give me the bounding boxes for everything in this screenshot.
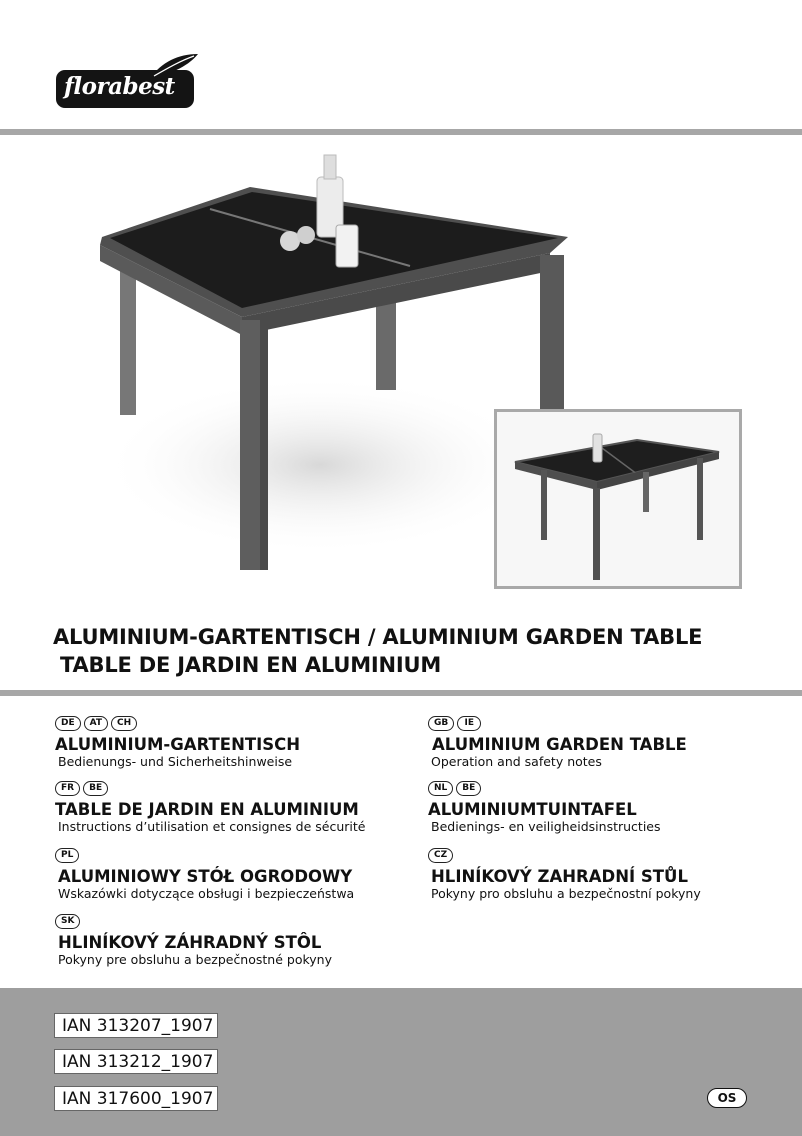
country-badges [428,716,687,731]
main-title-line1: ALUMINIUM-GARTENTISCH / ALUMINIUM GARDEN TABLE [53,625,703,649]
badge-ie: IE [457,716,481,731]
badge-pl: PL [55,848,79,863]
main-title-line2: TABLE DE JARDIN EN ALUMINIUM [60,653,442,677]
lang-block-pl [55,848,354,901]
ian-number: IAN 313207_1907 [54,1013,218,1038]
country-badges [55,781,365,796]
lang-subtitle: Bedienungs- und Sicherheitshinweise [58,754,293,769]
ian-number: IAN 313212_1907 [54,1049,218,1074]
lang-subtitle: Bedienings- en veiligheidsinstructies [431,819,661,834]
badge-gb: GB [428,716,454,731]
country-badges [428,848,701,863]
os-badge: OS [707,1088,747,1108]
badge-fr: FR [55,781,80,796]
country-badges [55,914,332,929]
lang-subtitle: Operation and safety notes [431,754,602,769]
lang-block-de [55,716,300,769]
lang-subtitle: Instructions d’utilisation et consignes de sécurité [58,819,366,834]
country-badges [55,716,300,731]
badge-sk: SK [55,914,80,929]
lang-title: TABLE DE JARDIN EN ALUMINIUM [55,800,359,819]
lang-subtitle: Wskazówki dotyczące obsługi i bezpieczeństwa [58,886,355,901]
lang-subtitle: Pokyny pre obsluhu a bezpečnostné pokyny [58,952,332,967]
lang-title: ALUMINIUMTUINTAFEL [428,800,637,819]
lang-title: ALUMINIUM-GARTENTISCH [55,735,301,754]
ian-number: IAN 317600_1907 [54,1086,218,1111]
lang-block-fr [55,781,365,834]
badge-nl: NL [428,781,453,796]
badge-be: BE [456,781,481,796]
country-badges [55,848,354,863]
badge-ch: CH [111,716,137,731]
lang-block-sk [55,914,332,967]
lang-block-gb [428,716,687,769]
brand-logo [56,70,194,108]
lang-title: HLINÍKOVÝ ZÁHRADNÝ STÔL [58,933,322,952]
lang-block-cz [428,848,701,901]
badge-de: DE [55,716,81,731]
badge-cz: CZ [428,848,453,863]
lang-title: ALUMINIOWY STÓŁ OGRODOWY [58,867,353,886]
lang-block-nl [428,781,661,834]
lang-subtitle: Pokyny pro obsluhu a bezpečnostní pokyny [431,886,701,901]
badge-at: AT [84,716,108,731]
lang-title: ALUMINIUM GARDEN TABLE [432,735,687,754]
badge-be: BE [83,781,108,796]
logo-text: florabest [64,73,175,100]
extended-table-photo [494,409,742,589]
title-divider [0,690,802,696]
lang-title: HLINÍKOVÝ ZAHRADNÍ STŮL [431,867,688,886]
top-divider [0,129,802,135]
country-badges [428,781,661,796]
